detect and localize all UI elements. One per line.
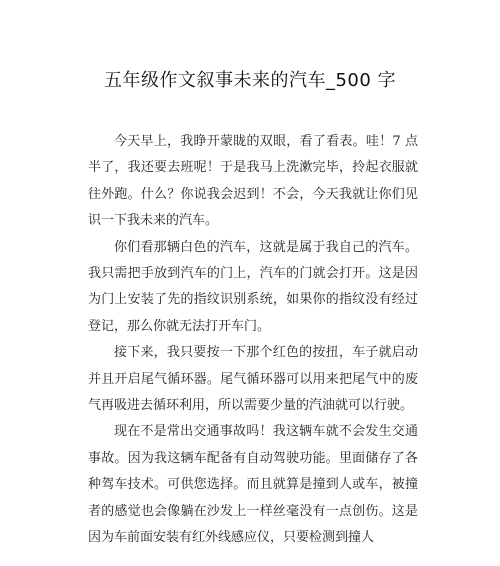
paragraph-1: 今天早上，我睁开蒙眬的双眼，看了看表。哇！7 点半了，我还要去班呢！于是我马上洗漱完毕，拎起衣服就往外跑。什么？你说我会迟到！不会，今天我就让你们见识一下我未来的汽车。: [88, 134, 418, 229]
paragraph-2: 你们看那辆白色的汽车，这就是属于我自己的汽车。我只需把手放到汽车的门上，汽车的门就会打开。这是因为门上安装了先的指纹识别系统，如果你的指纹没有经过登记，那么你就无法打开车门。: [88, 239, 418, 334]
paragraph-4: 现在不是常出交通事故吗！我这辆车就不会发生交通事故。因为我这辆车配备有自动驾驶功能。里面储存了各种驾车技术。可供您选择。而且就算是撞到人或车，被撞者的感觉也会像躺在沙发上一样丝毫没有一点创伤。这是因为车前面安装有红外线感应仪，只要检测到撞人: [88, 424, 418, 546]
paragraph-3: 接下来，我只要按一下那个红色的按扭，车子就启动并且开启尾气循环器。尾气循环器可以用来把尾气中的废气再吸进去循环利用，所以需要少量的汽油就可以行驶。: [88, 345, 418, 414]
document-body: [88, 129, 418, 552]
document-title: 五年级作文叙事未来的汽车_500 字: [103, 70, 397, 91]
